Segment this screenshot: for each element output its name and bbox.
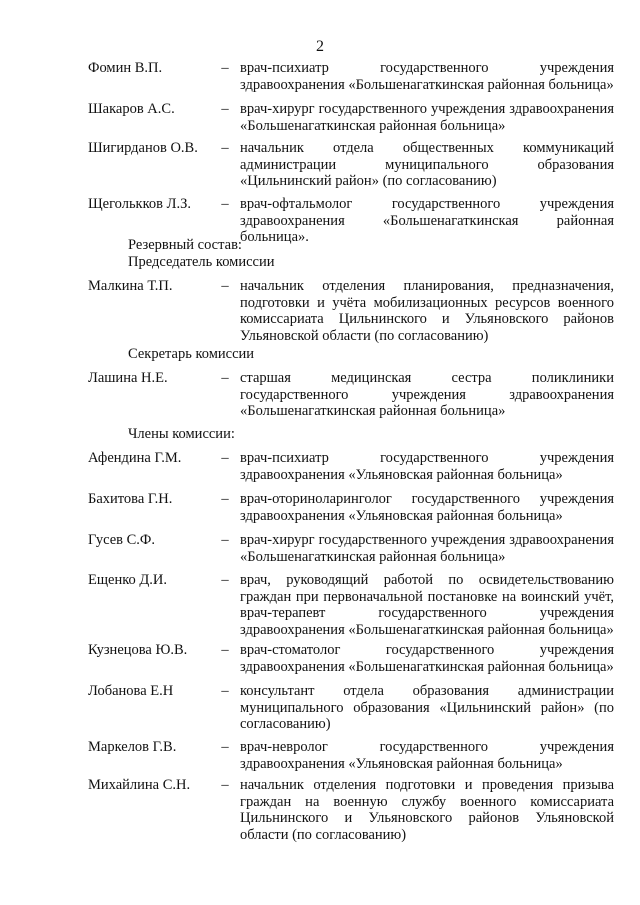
member-name: Кузнецова Ю.В. <box>88 642 188 658</box>
member-position: начальник отделения подготовки и проведения призыва граждан на военную службу военного комиссариата Цильнинского и Ульяновского районов Ульяновской области (по согласованию) <box>240 777 614 843</box>
dash: – <box>221 60 229 76</box>
member-name: Шигирданов О.В. <box>88 140 198 156</box>
member-position: врач-хирург государственного учреждения здравоохранения «Большенагаткинская районная больница» <box>240 101 614 134</box>
member-position: врач, руководящий работой по освидетельствованию граждан при первоначальной постановке на воинский учёт, врач-терапевт государственного учреждения здравоохранения «Большенагаткинская районная больница» <box>240 572 614 638</box>
member-position: врач-хирург государственного учреждения здравоохранения «Большенагаткинская районная больница» <box>240 532 614 565</box>
member-name: Михайлина С.Н. <box>88 777 191 793</box>
member-position: врач-психиатр государственного учреждения здравоохранения «Большенагаткинская районная больница» <box>240 60 614 93</box>
member-position: начальник отдела общественных коммуникаций администрации муниципального образования «Цильнинский район» (по согласованию) <box>240 140 614 189</box>
member-name: Бахитова Г.Н. <box>88 491 173 507</box>
secretary-name: Лашина Н.Е. <box>88 370 168 386</box>
dash: – <box>221 642 229 658</box>
dash: – <box>221 777 229 793</box>
secretary-heading: Секретарь комиссии <box>128 346 255 362</box>
member-position: врач-невролог государственного учреждения здравоохранения «Ульяновская районная больница» <box>240 739 614 772</box>
dash: – <box>221 278 229 294</box>
member-name: Ещенко Д.И. <box>88 572 168 588</box>
dash: – <box>221 140 229 156</box>
chair-position: начальник отделения планирования, предназначения, подготовки и учёта мобилизационных ресурсов военного комиссариата Цильнинского и Ульяновского районов Ульяновской области (по согласованию) <box>240 278 614 344</box>
dash: – <box>221 491 229 507</box>
dash: – <box>221 532 229 548</box>
member-name: Лобанова Е.Н <box>88 683 174 699</box>
dash: – <box>221 370 229 386</box>
chair-heading: Председатель комиссии <box>128 254 275 270</box>
member-position: консультант отдела образования администрации муниципального образования «Цильнинский район» (по согласованию) <box>240 683 614 732</box>
dash: – <box>221 101 229 117</box>
member-name: Гусев С.Ф. <box>88 532 155 548</box>
reserve-heading: Резервный состав: <box>128 237 242 253</box>
member-position: врач-оториноларинголог государственного учреждения здравоохранения «Ульяновская районная больница» <box>240 491 614 524</box>
members-heading: Члены комиссии: <box>128 426 235 442</box>
member-name: Щеголькков Л.З. <box>88 196 191 212</box>
secretary-position: старшая медицинская сестра поликлиники государственного учреждения здравоохранения «Большенагаткинская районная больница» <box>240 370 614 419</box>
member-position: врач-психиатр государственного учреждения здравоохранения «Ульяновская районная больница» <box>240 450 614 483</box>
dash: – <box>221 450 229 466</box>
member-name: Фомин В.П. <box>88 60 163 76</box>
member-name: Афендина Г.М. <box>88 450 182 466</box>
dash: – <box>221 683 229 699</box>
member-position: врач-стоматолог государственного учреждения здравоохранения «Большенагаткинская районная больница» <box>240 642 614 675</box>
page-number: 2 <box>316 38 324 55</box>
chair-name: Малкина Т.П. <box>88 278 173 294</box>
member-name: Маркелов Г.В. <box>88 739 177 755</box>
dash: – <box>221 572 229 588</box>
member-name: Шакаров А.С. <box>88 101 175 117</box>
member-position: врач-офтальмолог государственного учреждения здравоохранения «Большенагаткинская районная больница». <box>240 196 614 245</box>
dash: – <box>221 739 229 755</box>
dash: – <box>221 196 229 212</box>
